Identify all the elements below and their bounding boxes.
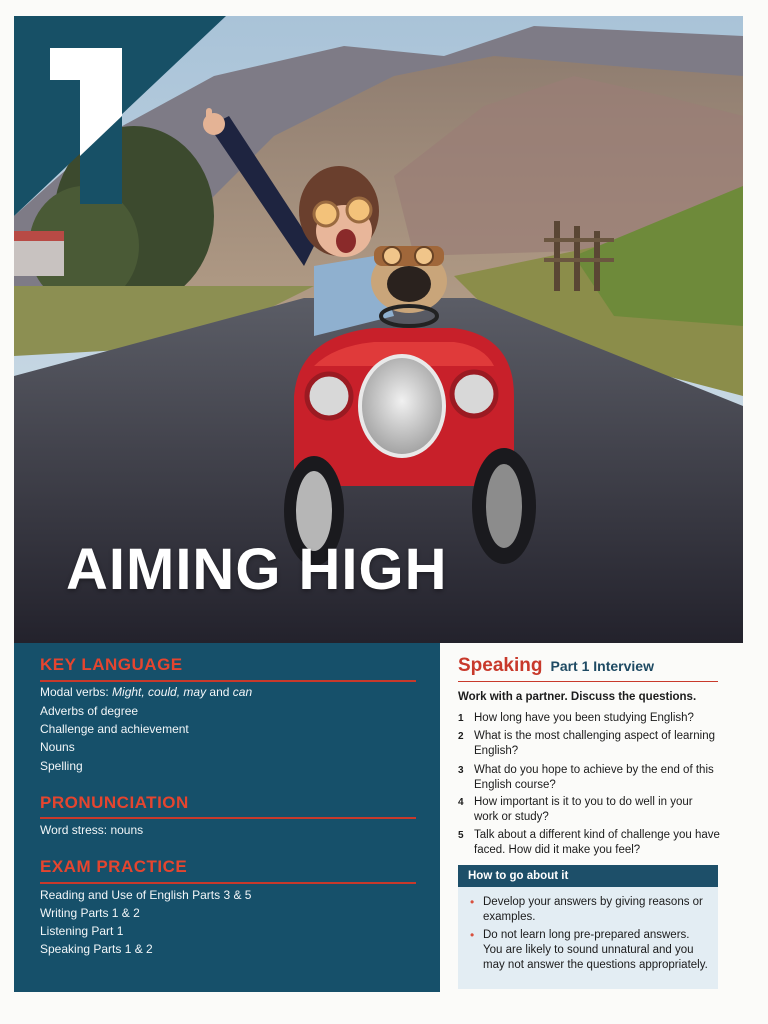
tips-heading: How to go about it: [458, 865, 718, 887]
key-language-heading: KEY LANGUAGE: [40, 655, 183, 674]
question-item: 3 What do you hope to achieve by the end of this English course?: [458, 764, 714, 791]
unit-title: AIMING HIGH: [66, 537, 448, 602]
unit-contents-panel: [14, 643, 440, 992]
speaking-instructions: Work with a partner. Discuss the questions.: [458, 691, 697, 703]
speaking-heading: [458, 655, 654, 677]
key-language-item: Nouns: [40, 740, 75, 754]
divider: [40, 882, 416, 884]
bullet-icon: •: [470, 895, 475, 909]
speaking-panel: [440, 643, 743, 992]
tip-item: • Do not learn long pre-prepared answers. You are likely to sound unnatural and you may not answer the questions appropriately.: [470, 928, 708, 971]
exam-practice-heading: EXAM PRACTICE: [40, 857, 188, 876]
exam-practice-item: Speaking Parts 1 & 2: [40, 942, 153, 956]
speaking-title: Speaking: [458, 655, 543, 676]
question-item: 2 What is the most challenging aspect of learning English?: [458, 730, 715, 757]
question-item: 4 How important is it to you to do well in your work or study?: [458, 796, 693, 823]
divider: [40, 680, 416, 682]
question-item: 1 How long have you been studying English?: [458, 712, 694, 724]
exam-practice-item: Reading and Use of English Parts 3 & 5: [40, 888, 252, 902]
speaking-subtitle: Part 1 Interview: [550, 658, 654, 674]
divider: [40, 817, 416, 819]
question-item: 5 Talk about a different kind of challenge you have faced. How did it make you feel?: [458, 829, 720, 856]
exam-practice-item: Writing Parts 1 & 2: [40, 906, 140, 920]
bullet-icon: •: [470, 928, 475, 942]
key-language-item: Adverbs of degree: [40, 704, 139, 718]
pronunciation-heading: PRONUNCIATION: [40, 793, 189, 812]
key-language-item-modal-verbs: Modal verbs: Might, could, may and can: [40, 685, 253, 699]
tips-box: [458, 887, 718, 989]
pronunciation-item: Word stress: nouns: [40, 823, 144, 837]
divider: [458, 681, 718, 682]
key-language-item: Spelling: [40, 759, 83, 773]
key-language-item: Challenge and achievement: [40, 722, 189, 736]
hero-photo: [14, 16, 743, 643]
exam-practice-item: Listening Part 1: [40, 924, 124, 938]
tip-item: • Develop your answers by giving reasons or examples.: [470, 895, 703, 923]
